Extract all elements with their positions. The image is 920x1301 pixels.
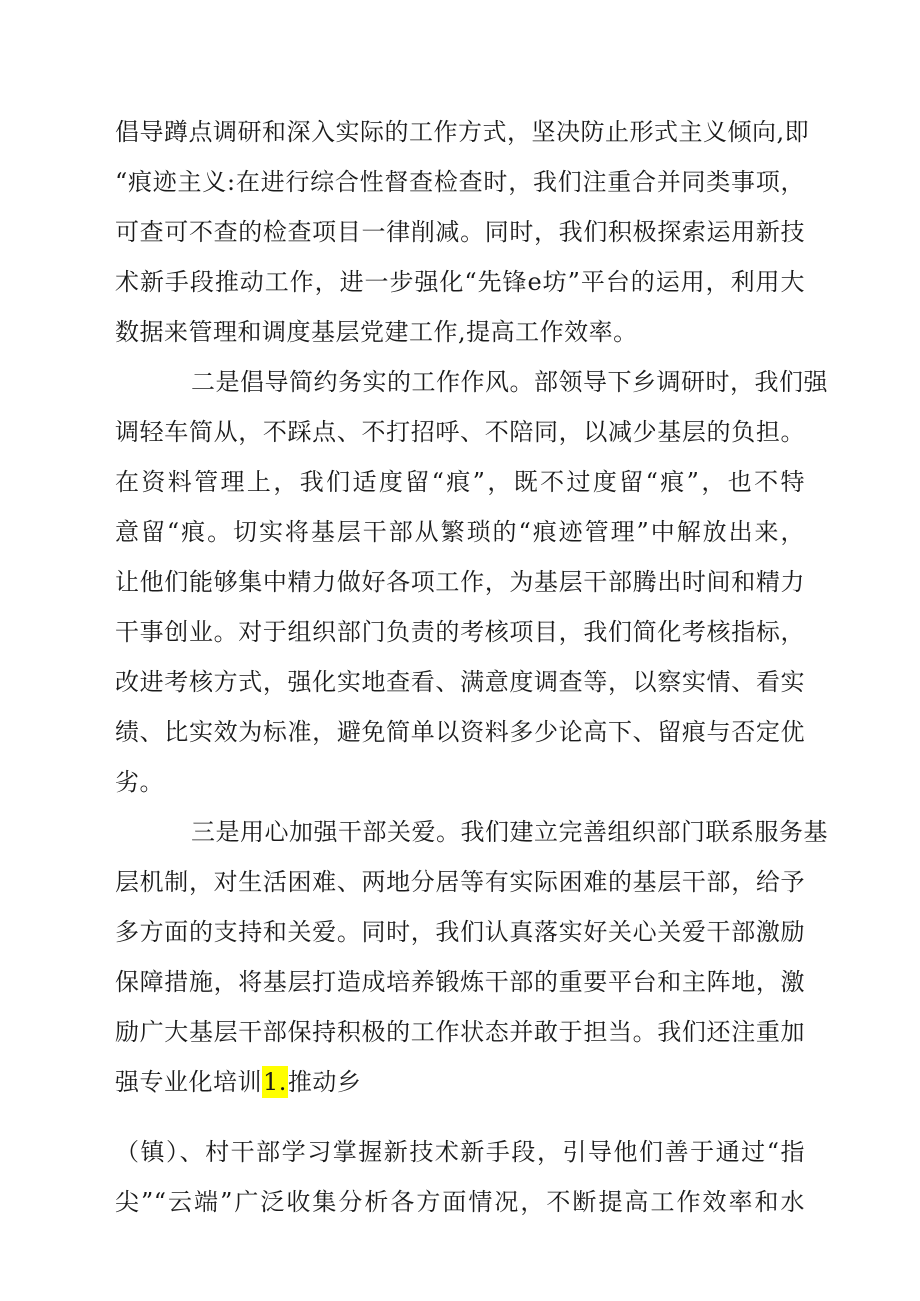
text-line: 保障措施，将基层打造成培养锻炼干部的重要平台和主阵地，激: [115, 968, 805, 996]
text-line: 数据来管理和调度基层党建工作,提高工作效率。: [115, 318, 638, 346]
text-line: 术新手段推动工作，进一步强化“先锋e坊”平台的运用，利用大: [115, 268, 805, 296]
text-line: （镇）、村干部学习掌握新技术新手段，引导他们善于通过“指: [115, 1138, 805, 1166]
text-line: 劣。: [115, 768, 164, 796]
text-line: 尖”“云端”广泛收集分析各方面情况，不断提高工作效率和水: [115, 1188, 805, 1216]
text-line: 励广大基层干部保持积极的工作状态并敢于担当。我们还注重加: [115, 1018, 805, 1046]
text-line: 在资料管理上，我们适度留“痕”，既不过度留“痕”，也不特: [115, 468, 805, 496]
text-line: 倡导蹲点调研和深入实际的工作方式，坚决防止形式主义倾向,即: [115, 118, 810, 146]
text-line: 多方面的支持和关爱。同时，我们认真落实好关心关爱干部激励: [115, 918, 805, 946]
text-line: “痕迹主义:在进行综合性督查检查时，我们注重合并同类事项，: [115, 168, 805, 196]
text-line: 让他们能够集中精力做好各项工作，为基层干部腾出时间和精力: [115, 568, 805, 596]
text-line: 绩、比实效为标准，避免简单以资料多少论高下、留痕与否定优: [115, 718, 805, 746]
text-segment: 强专业化培训: [115, 1068, 262, 1096]
text-line: 干事创业。对于组织部门负责的考核项目，我们简化考核指标，: [115, 618, 805, 646]
text-line-with-highlight: [115, 1066, 805, 1098]
paragraph-first-line: 三是用心加强干部关爱。我们建立完善组织部门联系服务基: [191, 818, 828, 846]
text-segment: 推动乡: [287, 1068, 362, 1096]
text-line: 调轻车简从，不踩点、不打招呼、不陪同，以减少基层的负担。: [115, 418, 805, 446]
text-line: 可查可不查的检查项目一律削减。同时，我们积极探索运用新技: [115, 218, 805, 246]
text-line: 改进考核方式，强化实地查看、满意度调查等，以察实情、看实: [115, 668, 805, 696]
highlighted-list-marker: 1.: [263, 1068, 287, 1096]
text-line: 意留“痕。切实将基层干部从繁琐的“痕迹管理”中解放出来，: [115, 518, 805, 546]
paragraph-first-line: 二是倡导简约务实的工作作风。部领导下乡调研时，我们强: [191, 368, 828, 396]
text-line: 层机制，对生活困难、两地分居等有实际困难的基层干部，给予: [115, 868, 805, 896]
